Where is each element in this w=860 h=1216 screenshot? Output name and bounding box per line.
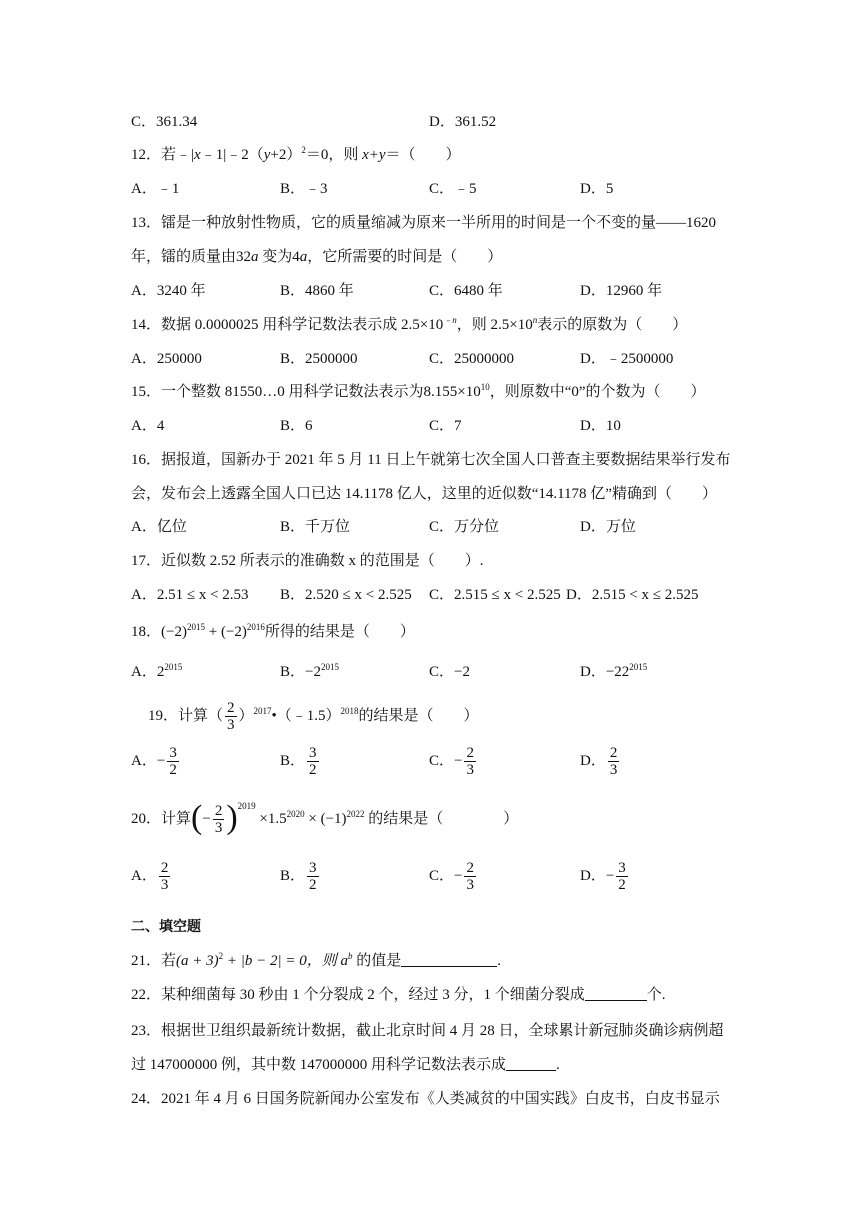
q17-option-d: D．2.515 < x ≤ 2.525 xyxy=(566,587,699,603)
q18-option-a: A．$2^{2015}$ xyxy=(131,662,183,680)
q13-option-d: D．12960 年 xyxy=(580,283,663,299)
q13-option-b: B．4860 年 xyxy=(280,283,354,299)
q19-option-b: B． $\frac{3}{2}$ xyxy=(280,745,317,778)
q24-stem-line1: 24．2021 年 4 月 6 日国务院新闻办公室发布《人类减贫的中国实践》白皮书，白皮书显示 xyxy=(131,1091,720,1107)
q18-option-c: C．−2 xyxy=(429,664,470,680)
q15-option-c: C．7 xyxy=(429,418,462,434)
q15-option-b: B．6 xyxy=(280,418,313,434)
q12-option-a: A．﹣1 xyxy=(131,181,180,197)
q16-stem-line1: 16．据报道，国新办于 2021 年 5 月 11 日上午就第七次全国人口普查主要数据结果举行发布 xyxy=(131,452,731,468)
q17-stem: 17．近似数 2.52 所表示的准确数 x 的范围是（ ）. xyxy=(131,553,484,569)
q16-option-d: D．万位 xyxy=(580,519,636,535)
answer-blank xyxy=(401,952,497,967)
q19-option-a: A．− $\frac{3}{2}$ xyxy=(131,745,177,778)
q16-option-c: C．万分位 xyxy=(429,519,500,535)
q20-option-b: B． $\frac{3}{2}$ xyxy=(280,860,317,893)
q12-option-c: C．﹣5 xyxy=(429,181,477,197)
q23-stem-line1: 23．根据世卫组织最新统计数据，截止北京时间 4 月 28 日，全球累计新冠肺炎确诊病例超 xyxy=(131,1023,724,1039)
q18-stem: 18．$(-2)^{2015} + (-2)^{2016}$所得的结果是（ ） xyxy=(131,622,415,640)
q18-option-d: D．$-22^{2015}$ xyxy=(580,662,648,680)
q13-stem-line2: 年，镭的质量由32a 变为4a，它所需要的时间是（ ） xyxy=(131,249,503,265)
q23-stem-line2: 过 147000000 例，其中数 147000000 用科学记数法表示成 . xyxy=(131,1057,560,1073)
q15-stem: 15．一个整数 81550…0 用科学记数法表示为$8.155\times 10^{10}$，则原数中“0”的个数为（ ） xyxy=(131,382,706,400)
q20-stem: 20．计算(− $\frac{2}{3}$ )$^{2019} \times 1.5^{2020} \times (-1)^{2022}$ 的结果是（ ） xyxy=(131,798,519,836)
q12-option-b: B．﹣3 xyxy=(280,181,328,197)
q15-option-d: D．10 xyxy=(580,418,621,434)
q13-option-c: C．6480 年 xyxy=(429,283,503,299)
q17-option-b: B．2.520 ≤ x < 2.525 xyxy=(280,587,412,603)
q12-option-d: D．5 xyxy=(580,181,614,197)
answer-blank xyxy=(506,1056,556,1071)
q11-option-d: D．361.52 xyxy=(429,114,497,130)
q17-option-a: A．2.51 ≤ x < 2.53 xyxy=(131,587,249,603)
q11-option-c: C．361.34 xyxy=(131,114,198,130)
q12-stem: 12．若$﹣|x﹣1|﹣2(y+2)^2=0$，则 x+y＝（ ） xyxy=(131,145,461,163)
q15-option-a: A．4 xyxy=(131,418,165,434)
q14-stem: 14．数据 0.0000025 用科学记数法表示成 $2.5\times 10^{﹣n}$，则 $2.5\times 10^n$表示的原数为（ ） xyxy=(131,315,688,333)
q21-stem: 21．若$(a + 3)^2 + |b - 2| = 0$，则 $a^b$ 的值是 . xyxy=(131,951,502,969)
q16-option-b: B．千万位 xyxy=(280,519,351,535)
q19-option-c: C．− $\frac{2}{3}$ xyxy=(429,745,474,778)
q20-option-c: C．− $\frac{2}{3}$ xyxy=(429,860,474,893)
q14-option-c: C．25000000 xyxy=(429,351,515,367)
q13-stem-line1: 13．镭是一种放射性物质，它的质量缩减为原来一半所用的时间是一个不变的量——1620 xyxy=(131,215,717,231)
section-heading-fill-in: 二、填空题 xyxy=(131,919,201,935)
q18-option-b: B．$-2^{2015}$ xyxy=(280,662,339,680)
q16-stem-line2: 会，发布会上透露全国人口已达 14.1178 亿人，这里的近似数“14.1178 亿”精确到（ ） xyxy=(131,486,717,502)
q14-option-a: A．250000 xyxy=(131,351,202,367)
q20-option-a: A． $\frac{2}{3}$ xyxy=(131,860,169,893)
fraction: $\frac{2}{3}$ xyxy=(227,700,235,733)
q16-option-a: A．亿位 xyxy=(131,519,187,535)
answer-blank xyxy=(585,986,647,1001)
q17-option-c: C．2.515 ≤ x < 2.525 xyxy=(429,587,561,603)
q20-option-d: D．− $\frac{3}{2}$ xyxy=(580,860,626,893)
q14-option-b: B．2500000 xyxy=(280,351,358,367)
q13-option-a: A．3240 年 xyxy=(131,283,206,299)
q19-stem: 19．计算（ $\frac{2}{3}$ ）$^{2017}$•（﹣1.5）$^{2018}$的结果是（ ） xyxy=(148,700,479,733)
q22-stem: 22．某种细菌每 30 秒由 1 个分裂成 2 个，经过 3 分，1 个细菌分裂成 个. xyxy=(131,987,666,1003)
q14-option-d: D．﹣2500000 xyxy=(580,351,674,367)
q19-option-d: D． $\frac{2}{3}$ xyxy=(580,745,618,778)
